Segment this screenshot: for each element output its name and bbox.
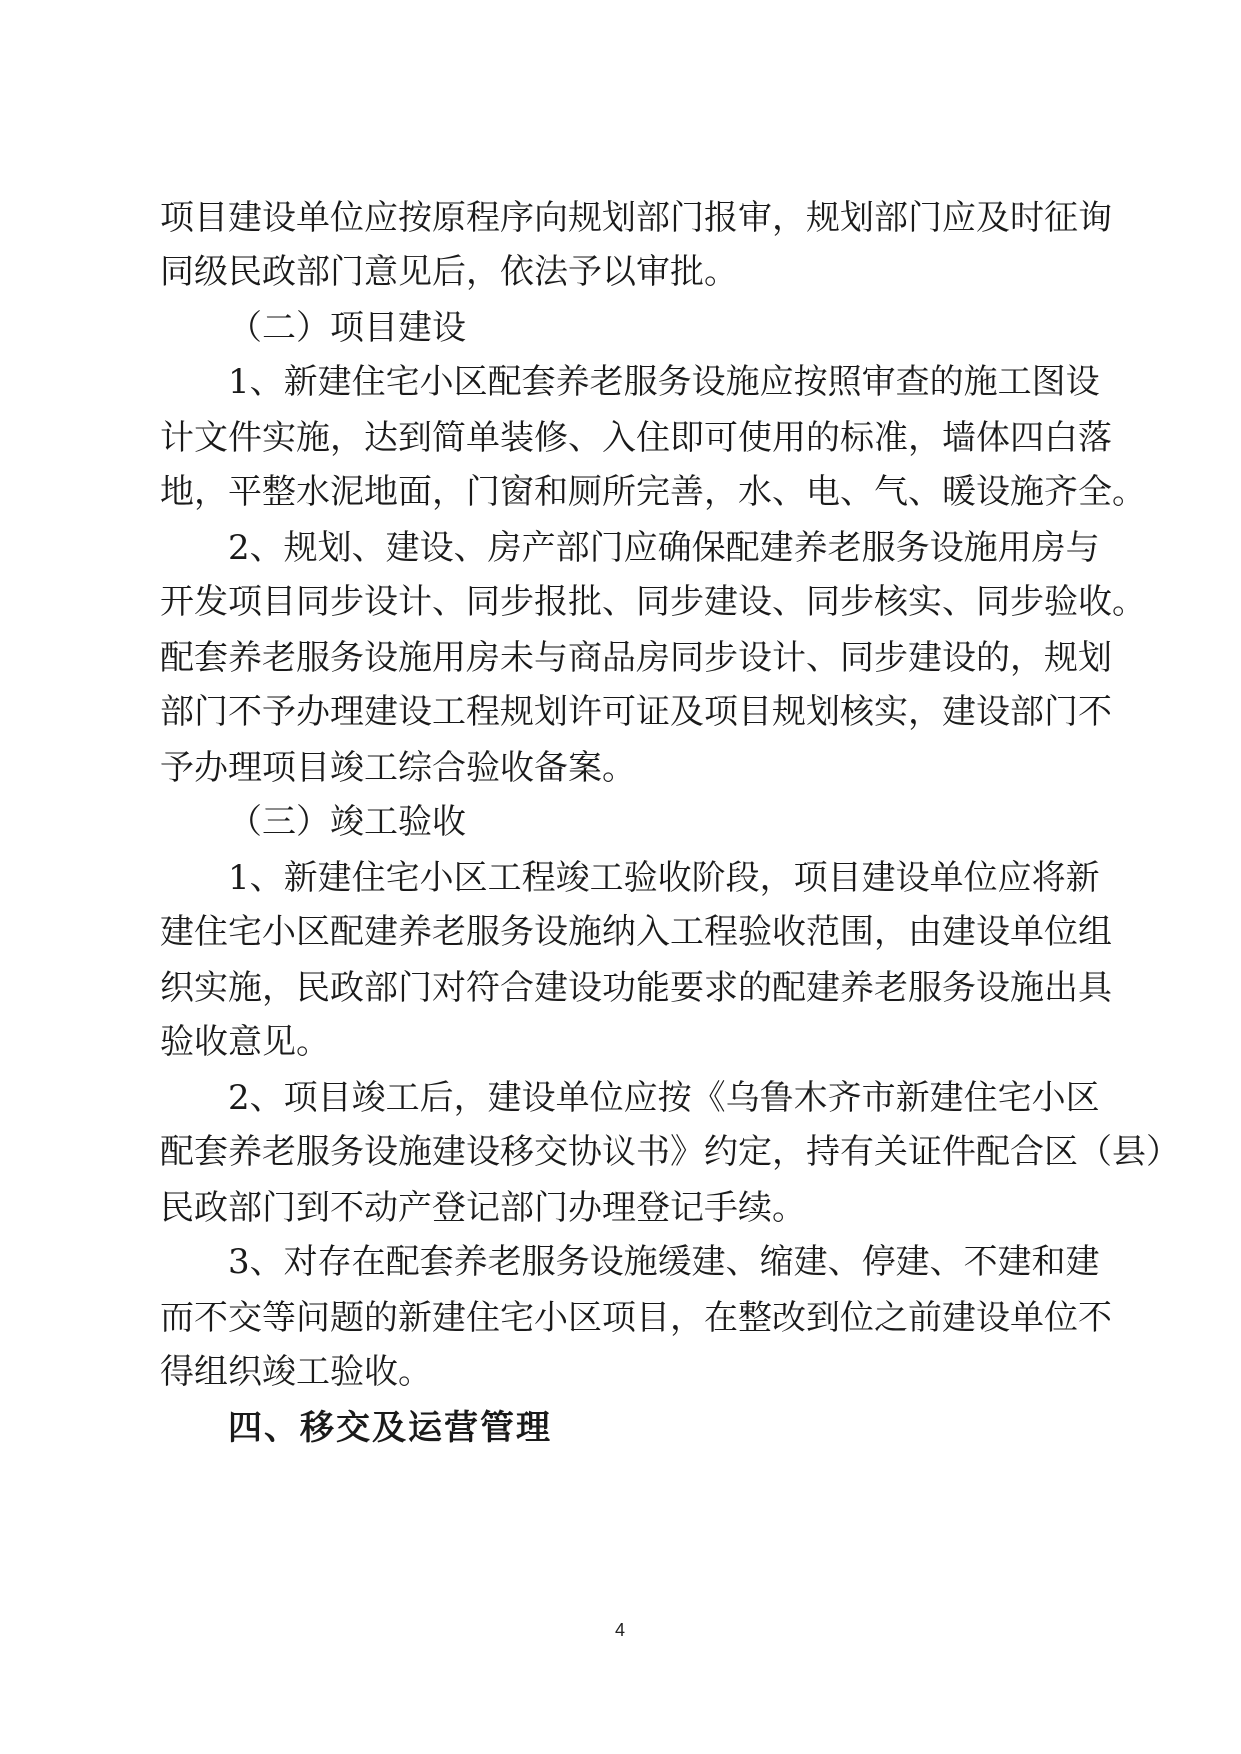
paragraph-line: 配套养老服务设施用房未与商品房同步设计、同步建设的，规划 xyxy=(160,638,1112,678)
paragraph-line: 项目建设单位应按原程序向规划部门报审，规划部门应及时征询 xyxy=(160,198,1112,238)
paragraph-line: 计文件实施，达到简单装修、入住即可使用的标准，墙体四白落 xyxy=(160,418,1112,458)
paragraph-line: 织实施，民政部门对符合建设功能要求的配建养老服务设施出具 xyxy=(160,968,1112,1008)
section-heading: （二）项目建设 xyxy=(228,308,466,348)
section-heading: （三）竣工验收 xyxy=(228,802,466,842)
chapter-heading: 四、移交及运营管理 xyxy=(228,1408,552,1448)
paragraph-line: 验收意见。 xyxy=(160,1022,330,1062)
paragraph-line: 部门不予办理建设工程规划许可证及项目规划核实，建设部门不 xyxy=(160,692,1112,732)
paragraph-line: 而不交等问题的新建住宅小区项目，在整改到位之前建设单位不 xyxy=(160,1298,1112,1338)
page-number: 4 xyxy=(614,1620,625,1640)
paragraph-line: 开发项目同步设计、同步报批、同步建设、同步核实、同步验收。 xyxy=(160,582,1146,622)
paragraph-line: 建住宅小区配建养老服务设施纳入工程验收范围，由建设单位组 xyxy=(160,912,1112,952)
paragraph-line: 2、规划、建设、房产部门应确保配建养老服务设施用房与 xyxy=(228,528,1100,568)
paragraph-line: 民政部门到不动产登记部门办理登记手续。 xyxy=(160,1188,806,1228)
paragraph-line: 同级民政部门意见后，依法予以审批。 xyxy=(160,252,738,292)
paragraph-line: 地，平整水泥地面，门窗和厕所完善，水、电、气、暖设施齐全。 xyxy=(160,472,1146,512)
paragraph-line: 予办理项目竣工综合验收备案。 xyxy=(160,748,636,788)
paragraph-line: 1、新建住宅小区工程竣工验收阶段，项目建设单位应将新 xyxy=(228,858,1100,898)
paragraph-line: 2、项目竣工后，建设单位应按《乌鲁木齐市新建住宅小区 xyxy=(228,1078,1100,1118)
paragraph-line: 3、对存在配套养老服务设施缓建、缩建、停建、不建和建 xyxy=(228,1242,1100,1282)
paragraph-line: 1、新建住宅小区配套养老服务设施应按照审查的施工图设 xyxy=(228,362,1100,402)
paragraph-line: 配套养老服务设施建设移交协议书》约定，持有关证件配合区（县） xyxy=(160,1132,1180,1172)
paragraph-line: 得组织竣工验收。 xyxy=(160,1352,432,1392)
